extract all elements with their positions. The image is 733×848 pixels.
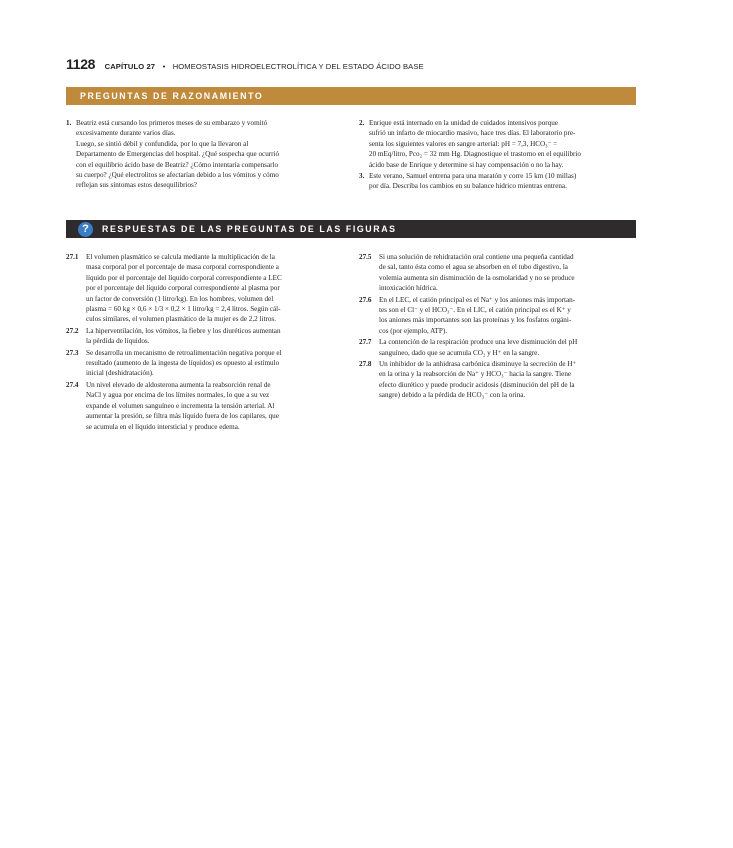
text-line: Departamento de Emergencias del hospital. ¿Qué sospecha que ocurrió	[76, 150, 280, 159]
text-line: NaCl y agua por encima de los límites normales, lo que a su vez	[86, 391, 270, 400]
item-number: 27.1	[66, 253, 79, 261]
item-number: 27.6	[359, 295, 372, 304]
text-line: aumentar la presión, se filtra más líquido fuera de los capilares, que	[86, 412, 279, 421]
item-text	[379, 359, 635, 401]
item-text	[379, 252, 635, 294]
reasoning-column-left	[66, 118, 340, 192]
text-line: ácido base de Enrique y determine si hay compensación o no la hay.	[369, 160, 564, 169]
text-line: su cuerpo? ¿Qué electrolitos se afectarían debido a los vómitos y cómo	[76, 171, 279, 180]
text-line: intoxicación hídrica.	[379, 284, 438, 293]
text-line: plasma = 60 kg × 0,6 × 1/3 × 0,2 × 1 litro/kg = 2,4 litros. Según cál-	[86, 305, 281, 314]
text-line: excesivamente durante varios días.	[76, 129, 176, 138]
text-line: un factor de conversión (1 litro/kg). En los hombres, volumen del	[86, 294, 274, 303]
item-number: 27.3	[66, 348, 79, 357]
text-line: efecto diurético y puede producir acidosis (disminución del pH de la	[379, 380, 575, 389]
text-line: sangre) debido a la pérdida de HCO₃⁻ con la orina.	[379, 391, 526, 400]
answer-item	[66, 252, 340, 325]
text-line: por día. Describa los cambios en su balance hídrico mientras entrena.	[369, 182, 567, 191]
text-line: líquido por el porcentaje del líquido corporal correspondiente a LEC	[86, 273, 282, 282]
text-line: La contención de la respiración produce una leve disminución del pH	[379, 338, 578, 347]
text-line: reflejan sus síntomas estos desequilibrios?	[76, 181, 197, 190]
item-number: 27.7	[359, 338, 372, 347]
page-header	[66, 56, 646, 74]
text-line: se acumula en el líquido intersticial y produce edema.	[86, 422, 240, 431]
text-line: con el equilibrio ácido base de Beatriz? ¿Cómo intentaría compensarlo	[76, 160, 279, 169]
text-line: de sal, tanto ésta como el agua se absorben en el tubo digestivo, la	[379, 263, 568, 272]
text-line: la pérdida de líquidos.	[86, 337, 150, 346]
answer-item	[359, 337, 635, 358]
item-number: 3.	[359, 172, 365, 181]
answer-item	[66, 326, 340, 347]
item-text	[369, 171, 635, 192]
text-line: Beatriz está cursando los primeros meses de su embarazo y vomitó	[76, 119, 268, 127]
item-number: 1.	[66, 119, 72, 127]
text-line: El volumen plasmático se calcula mediante la multiplicación de la	[86, 253, 275, 261]
item-text	[76, 118, 340, 191]
reasoning-questions-banner	[66, 87, 636, 105]
chapter-label: CAPÍTULO 27	[104, 62, 156, 71]
text-line: sanguíneo, dado que se acumula CO₂ y H⁺ en la sangre.	[379, 348, 540, 357]
item-text	[379, 295, 635, 337]
answers-column-right	[359, 252, 635, 402]
text-line: cos (por ejemplo, ATP).	[379, 326, 448, 335]
text-line: Este verano, Samuel entrena para una maratón y corre 15 km (10 millas)	[369, 172, 577, 181]
text-line: inicial (deshidratación).	[86, 369, 154, 378]
item-number: 27.4	[66, 380, 79, 389]
text-line: en la orina y la reabsorción de Na⁺ y HCO₃⁻ hacia la sangre. Tiene	[379, 370, 572, 379]
question-item	[359, 118, 635, 170]
question-item	[66, 118, 340, 191]
text-line: masa corporal por el porcentaje de masa corporal correspondiente a	[86, 263, 279, 272]
item-number: 27.5	[359, 253, 372, 261]
reasoning-heading: PREGUNTAS DE RAZONAMIENTO	[80, 91, 264, 101]
item-text	[86, 348, 340, 379]
text-line: Se desarrolla un mecanismo de retroalimentación negativa porque el	[86, 348, 282, 357]
answer-item	[66, 380, 340, 432]
text-line: sufrió un infarto de miocardio masivo, hace tres días. El laboratorio pre-	[369, 129, 576, 138]
answer-item	[359, 295, 635, 337]
item-number: 27.2	[66, 326, 79, 335]
question-mark-icon: ?	[78, 222, 93, 237]
text-line: La hiperventilación, los vómitos, la fiebre y los diuréticos aumentan	[86, 326, 281, 335]
item-text	[86, 252, 340, 325]
text-line: culos similares, el volumen plasmático de la mujer es de 2,2 litros.	[86, 315, 276, 324]
text-line: volemia aumenta sin disminución de la osmolaridad y no se produce	[379, 273, 575, 282]
text-line: expande el volumen sanguíneo e incrementa la tensión arterial. Al	[86, 401, 275, 410]
text-line: senta los siguientes valores en sangre arterial: pH = 7,3, HCO₃⁻ =	[369, 139, 558, 148]
answer-item	[66, 348, 340, 379]
chapter-title: HOMEOSTASIS HIDROELECTROLÍTICA Y DEL ESTADO ÁCIDO BASE	[172, 62, 424, 71]
answer-item	[359, 359, 635, 401]
text-line: por el porcentaje del líquido corporal correspondiente al plasma por	[86, 284, 280, 293]
text-line: Un inhibidor de la anhidrasa carbónica disminuye la secreción de H⁺	[379, 360, 577, 369]
item-number: 27.8	[359, 360, 372, 369]
item-text	[379, 337, 635, 358]
header-bullet: •	[162, 62, 166, 71]
text-line: 20 mEq/litro, Pco₂ = 32 mm Hg. Diagnostique el trastorno en el equilibrio	[369, 150, 581, 159]
text-line: Luego, se sintió débil y confundida, por lo que la llevaron al	[76, 139, 249, 148]
text-line: tes son el Cl⁻ y el HCO₃⁻. En el LIC, el catión principal es el K⁺ y	[379, 306, 571, 315]
text-line: Enrique está internado en la unidad de cuidados intensivos porque	[369, 119, 558, 127]
text-line: Si una solución de rehidratación oral contiene una pequeña cantidad	[379, 253, 574, 261]
item-number: 2.	[359, 119, 365, 127]
reasoning-column-right	[359, 118, 635, 193]
page-number: 1128	[66, 56, 96, 72]
answer-item	[359, 252, 635, 294]
answers-heading: RESPUESTAS DE LAS PREGUNTAS DE LAS FIGURAS	[102, 224, 397, 234]
text-line: resultado (aumento de la ingesta de líquidos) es opuesto al estímulo	[86, 359, 280, 368]
figure-answers-banner	[66, 220, 636, 238]
item-text	[369, 118, 635, 170]
question-item	[359, 171, 635, 192]
text-line: Un nivel elevado de aldosterona aumenta la reabsorción renal de	[86, 380, 271, 389]
text-line: En el LEC, el catión principal es el Na⁺ y los aniones más importan-	[379, 295, 576, 304]
answers-column-left	[66, 252, 340, 433]
text-line: los aniones más importantes son las proteínas y los fosfatos orgáni-	[379, 316, 572, 325]
item-text	[86, 380, 340, 432]
item-text	[86, 326, 340, 347]
